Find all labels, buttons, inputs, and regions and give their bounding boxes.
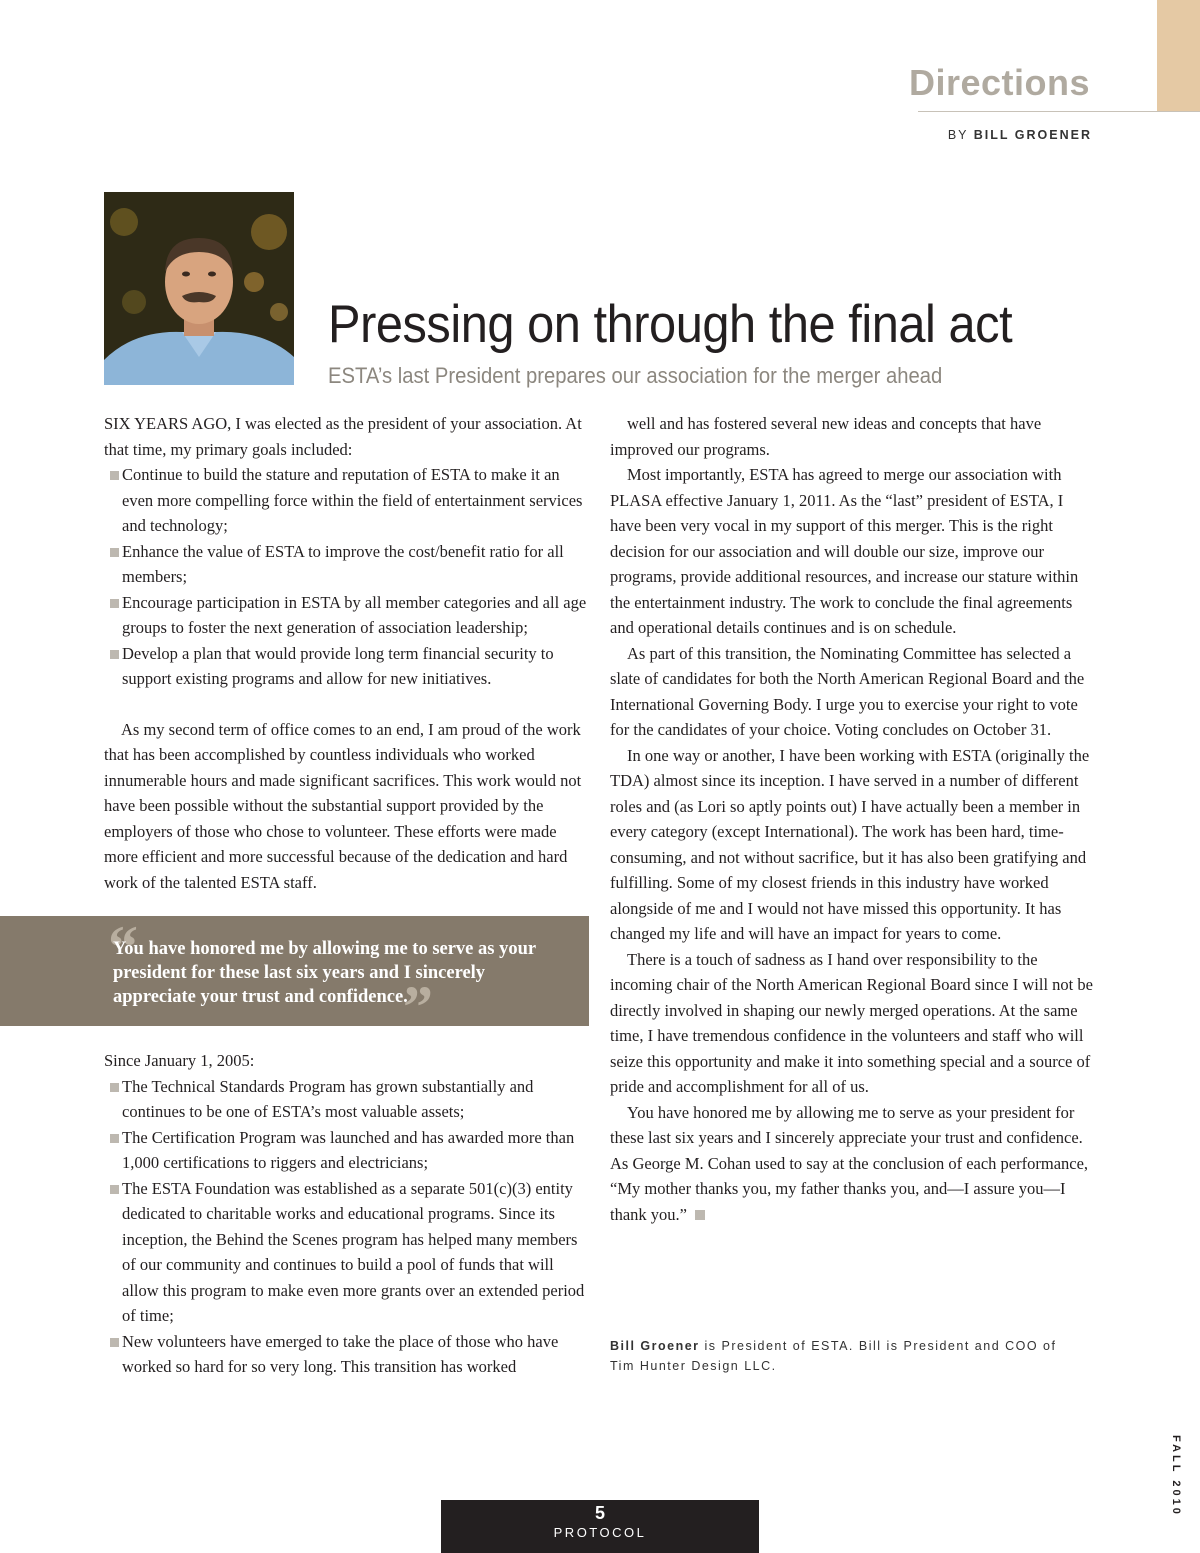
goals-list [104, 462, 588, 692]
article-subhead: ESTA’s last President prepares our association for the merger ahead [328, 363, 943, 388]
list-item-text: Develop a plan that would provide long term financial security to support existing programs and allow for new initiatives. [122, 643, 554, 688]
bullet-square-icon [110, 599, 119, 608]
list-item [104, 641, 588, 692]
bullet-square-icon [110, 548, 119, 557]
list-item-text: The Technical Standards Program has grown substantially and continues to be one of ESTA’s most valuable assets; [122, 1076, 534, 1121]
end-mark-icon [695, 1210, 705, 1220]
body-paragraph: As my second term of office comes to an end, I am proud of the work that has been accomplished by countless individuals who worked innumerable hours and made significant sacrifices. This work would not have been possible without the substantial support provided by the employers of those who chose to volunteer. These efforts were made more efficient and more successful because of the dedication and hard work of the talented ESTA staff. [104, 719, 582, 892]
bullet-square-icon [110, 650, 119, 659]
list-item-text: Continue to build the stature and reputation of ESTA to make it an even more compelling force within the field of entertainment services and technology; [122, 465, 583, 535]
pull-quote-text: You have honored me by allowing me to serve as your president for these last six years and I sincerely appreciate your trust and confidence. [113, 939, 536, 1007]
issue-season: FALL 2010 [1170, 1435, 1182, 1517]
bullet-square-icon [110, 471, 119, 480]
section-rule [918, 111, 1200, 112]
byline [948, 128, 1092, 142]
body-paragraph: In one way or another, I have been working with ESTA (originally the TDA) almost since its inception. I have served in a number of different roles and (as Lori so aptly points out) I have actually been a member in every category (except International). The work has been hard, time-consuming, and not without sacrifice, but it has also been gratifying and fulfilling. Some of my closest friends in this industry have worked alongside of me and I would not have missed this opportunity. It has changed my life and will have an impact for years to come. [610, 745, 1090, 943]
list-item-text: The Certification Program was launched and has awarded more than 1,000 certifications to riggers and electricians; [122, 1127, 575, 1172]
list-item [104, 1125, 588, 1176]
body-paragraph: As part of this transition, the Nominating Committee has selected a slate of candidates for both the North American Regional Board and the International Governing Body. I urge you to exercise your right to vote for the candidates of your choice. Voting concludes on October 31. [610, 643, 1085, 739]
closing-paragraph [610, 1100, 1094, 1228]
section-title: Directions [908, 62, 1090, 103]
list-item-text: New volunteers have emerged to take the place of those who have worked so hard for so very long. This transition has worked [122, 1331, 559, 1376]
list-item-text: Enhance the value of ESTA to improve the cost/benefit ratio for all members; [122, 541, 564, 586]
byline-author: BILL GROENER [973, 128, 1092, 142]
body-paragraph: There is a touch of sadness as I hand over responsibility to the incoming chair of the North American Regional Board since I will not be directly involved in shaping our newly merged operations. At the same time, I have tremendous confidence in the volunteers and staff who will seize this opportunity and make it into something special and a source of pride and accomplishment for all of us. [610, 949, 1093, 1096]
left-column-top [104, 411, 588, 895]
bullet-square-icon [110, 1185, 119, 1194]
list-item [104, 1176, 588, 1329]
bullet-square-icon [110, 1083, 119, 1092]
magazine-name: PROTOCOL [553, 1525, 647, 1540]
since-heading: Since January 1, 2005: [104, 1051, 255, 1070]
list-item [104, 539, 588, 590]
bio-name: Bill Groener [610, 1339, 700, 1353]
intro-paragraph: SIX YEARS AGO, I was elected as the president of your association. At that time, my primary goals included: [104, 414, 582, 459]
list-item-text: Encourage participation in ESTA by all member categories and all age groups to foster the next generation of association leadership; [122, 592, 587, 637]
list-item [104, 462, 588, 539]
bullet-square-icon [110, 1338, 119, 1347]
close-quote-icon: ” [403, 974, 433, 1040]
article-headline: Pressing on through the final act [328, 295, 1013, 354]
achievements-list [104, 1074, 588, 1380]
page-number: 5 [594, 1503, 605, 1523]
open-quote-icon: “ [108, 914, 138, 980]
author-bio [610, 1336, 1080, 1376]
author-photo [104, 192, 294, 385]
list-item [104, 1329, 588, 1380]
corner-accent-tab [1157, 0, 1200, 112]
right-column [610, 411, 1094, 1227]
list-item [104, 590, 588, 641]
body-paragraph: Most importantly, ESTA has agreed to merge our association with PLASA effective January 1, 2011. As the “last” president of ESTA, I have been very vocal in my support of this merger. This is the right decision for our association and will double our size, improve our programs, provide additional resources, and increase our stature within the entertainment industry. The work to conclude the final agreements and operational details continues and is on schedule. [610, 465, 1079, 637]
page-footer [441, 1500, 759, 1553]
byline-prefix: BY [947, 128, 969, 142]
left-column-bottom [104, 1048, 588, 1380]
body-paragraph: well and has fostered several new ideas and concepts that have improved our programs. [610, 414, 1042, 459]
closing-text: You have honored me by allowing me to serve as your president for these last six years and I sincerely appreciate your trust and confidence. As George M. Cohan used to say at the conclusion of each performance, “My mother thanks you, my father thanks you, and—I assure you—I thank you.” [610, 1102, 1089, 1224]
bio-text: is President of ESTA. Bill is President and COO of Tim Hunter Design LLC. [610, 1339, 1057, 1373]
list-item [104, 1074, 588, 1125]
list-item-text: The ESTA Foundation was established as a separate 501(c)(3) entity dedicated to charitable works and educational programs. Since its inception, the Behind the Scenes program has helped many members of our community and continues to build a pool of funds that will allow this program to make even more grants over an extended period of time; [122, 1178, 585, 1325]
bullet-square-icon [110, 1134, 119, 1143]
